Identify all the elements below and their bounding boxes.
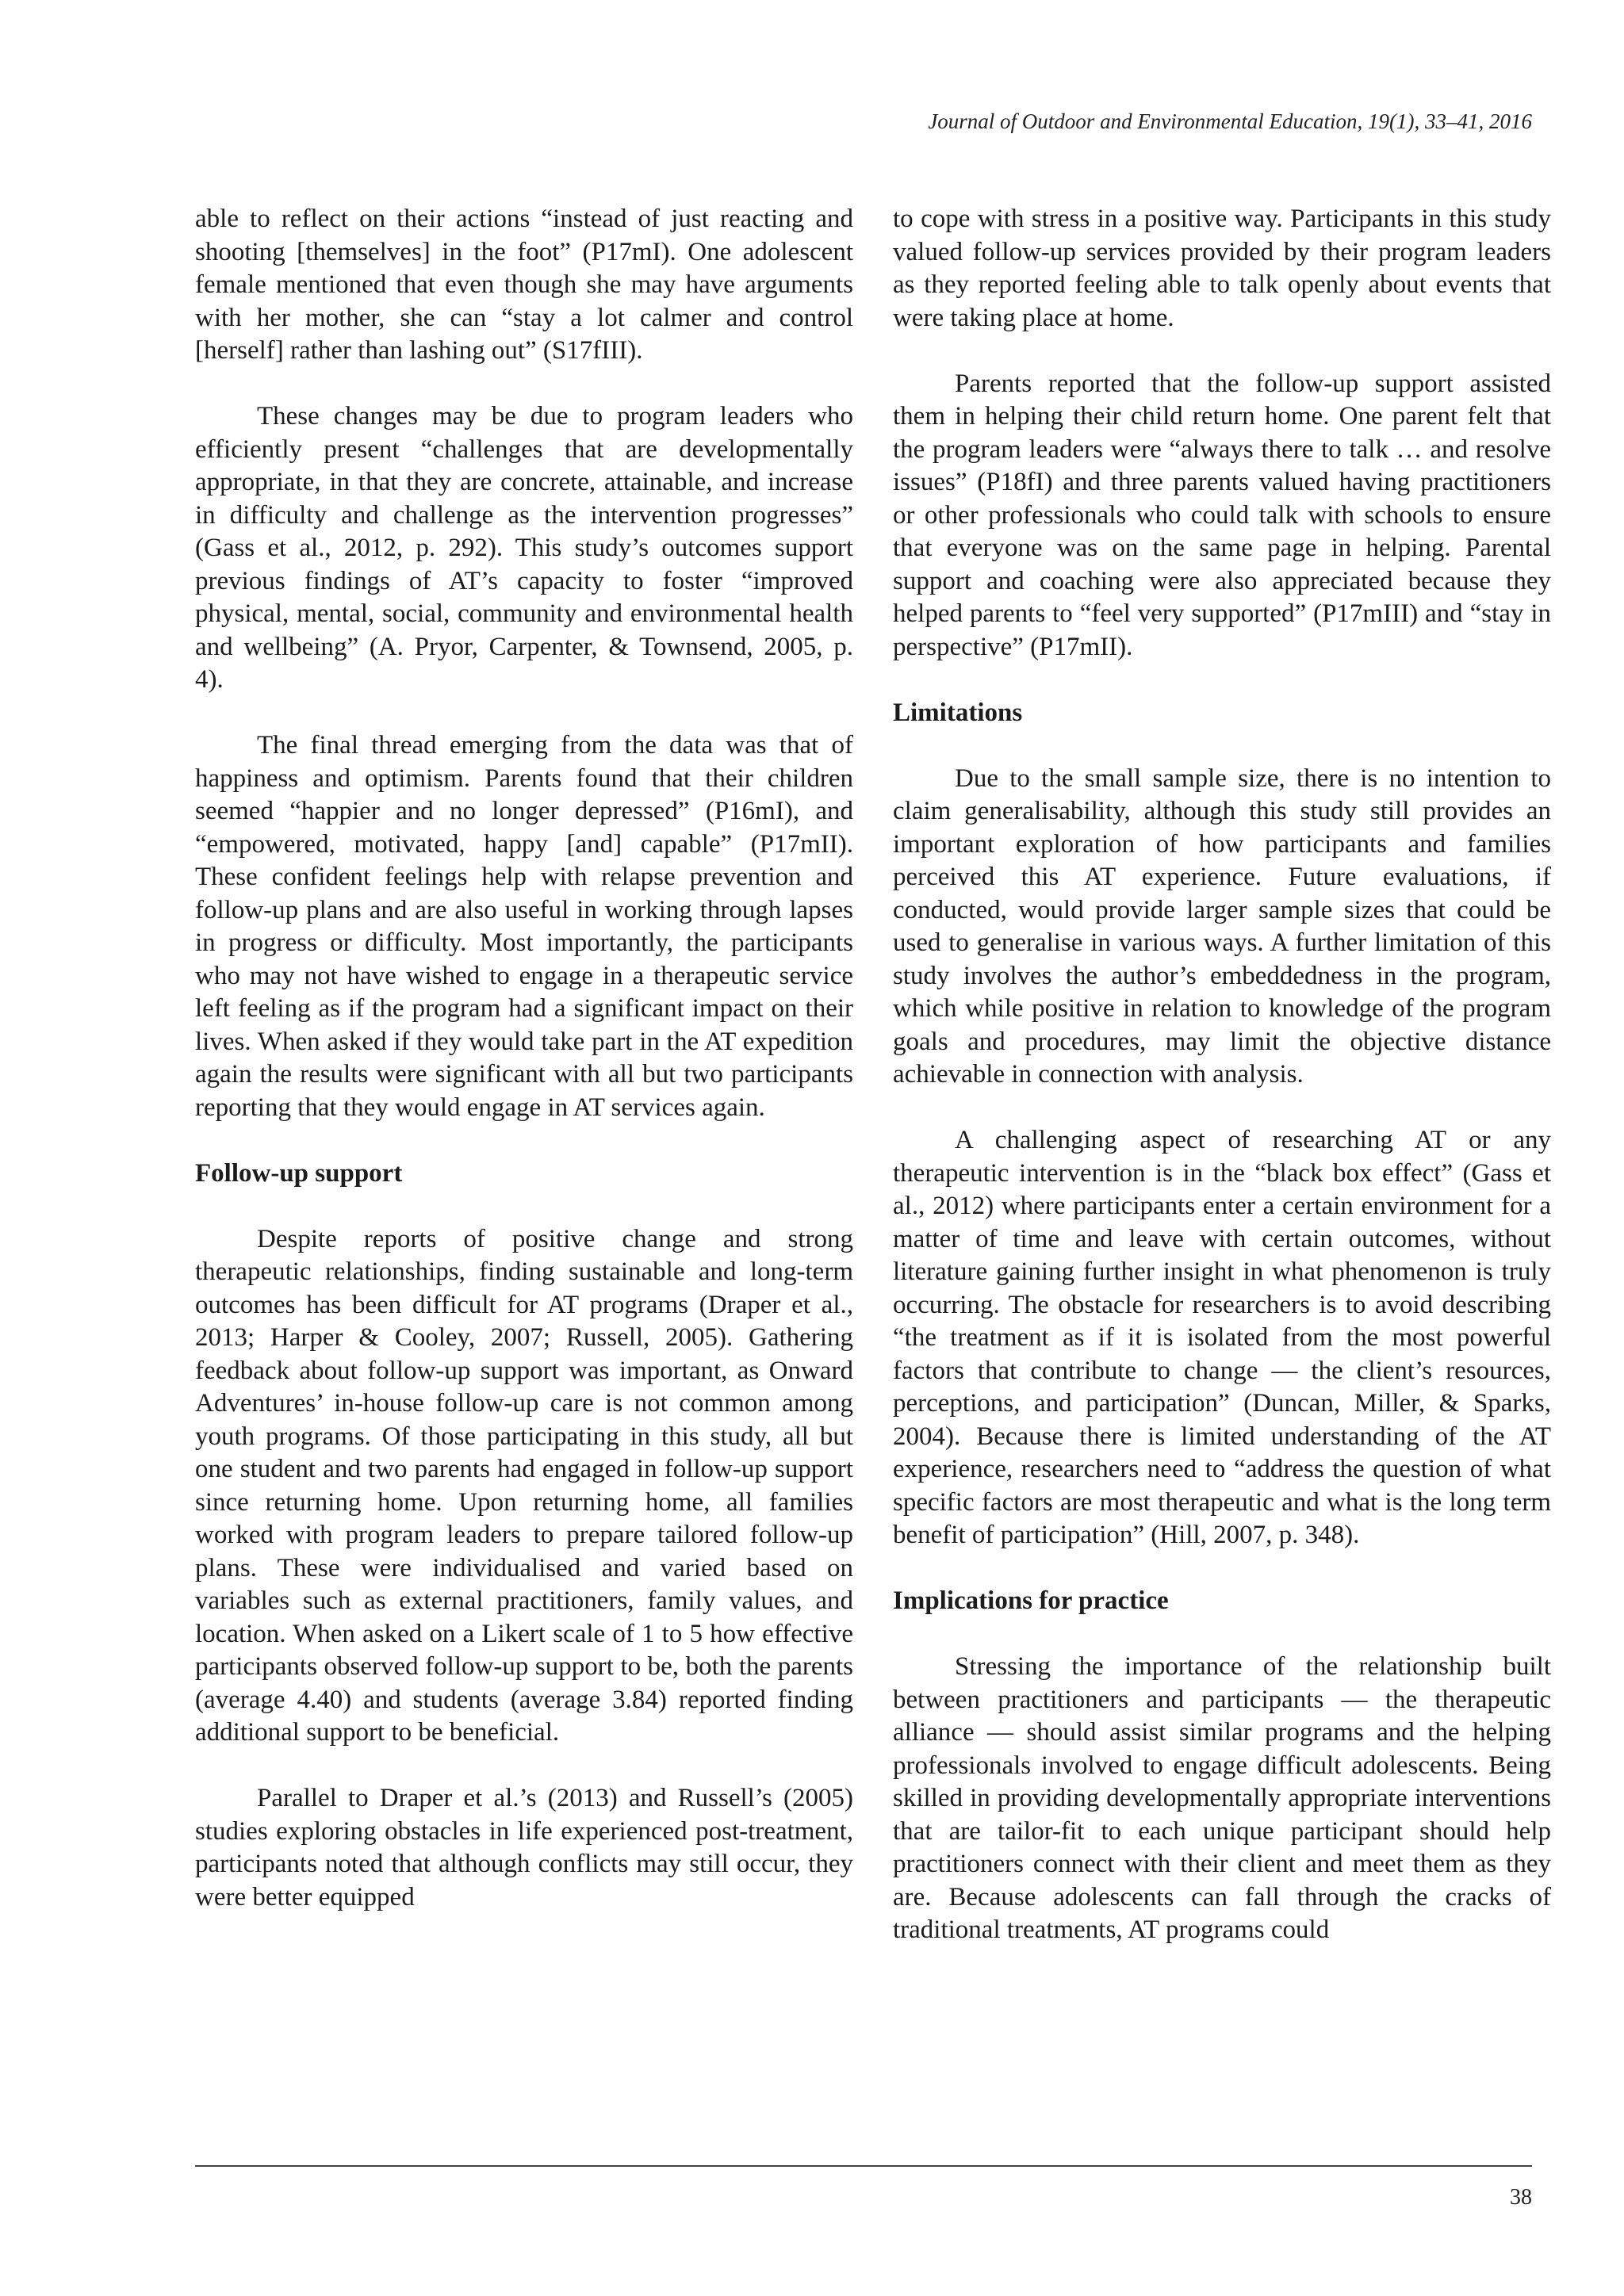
paragraph: These changes may be due to program leaders who efficiently present “challenges that are developmentally appropriate, in that they are concrete, attainable, and increase in difficulty and challenge as the intervention progresses” (Gass et al., 2012, p. 292). This study’s outcomes support previous findings of AT’s capacity to foster “improved physical, mental, social, community and environmental health and wellbeing” (A. Pryor, Carpenter, & Townsend, 2005, p. 4). xyxy=(195,402,853,694)
section-heading-follow-up-support: Follow-up support xyxy=(195,1158,403,1188)
paragraph: A challenging aspect of researching AT or any therapeutic intervention is in the “black box effect” (Gass et al., 2012) where participants enter a certain environment for a matter of time and leave with certain outcomes, without literature gaining further insight in what phenomenon is truly occurring. The obstacle for researchers is to avoid describing “the treatment as if it is isolated from the most powerful factors that contribute to change — the client’s resources, perceptions, and participation” (Duncan, Miller, & Sparks, 2004). Because there is limited understanding of the AT experience, researchers need to “address the question of what specific factors are most therapeutic and what is the long term benefit of participation” (Hill, 2007, p. 348). xyxy=(893,1126,1551,1549)
paragraph: Stressing the importance of the relationship built between practitioners and participants — the therapeutic alliance — should assist similar programs and the helping professionals involved to engage difficult adolescents. Being skilled in providing developmentally appropriate interventions that are tailor-fit to each unique participant should help practitioners connect with their client and meet them as they are. Because adolescents can fall through the cracks of traditional treatments, AT programs could xyxy=(893,1652,1551,1944)
footer-divider xyxy=(195,2165,1532,2167)
paragraph: Due to the small sample size, there is no intention to claim generalisability, although this study still provides an important exploration of how participants and families perceived this AT experience. Future evaluations, if conducted, would provide larger sample sizes that could be used to generalise in various ways. A further limitation of this study involves the author’s embeddedness in the program, which while positive in relation to knowledge of the program goals and procedures, may limit the objective distance achievable in connection with analysis. xyxy=(893,763,1551,1089)
paragraph: Parallel to Draper et al.’s (2013) and Russell’s (2005) studies exploring obstacles in life experienced post-treatment, participants noted that although conflicts may still occur, they were better equipped xyxy=(195,1784,853,1911)
section-heading-implications: Implications for practice xyxy=(893,1586,1169,1615)
paragraph: to cope with stress in a positive way. Participants in this study valued follow-up services provided by their program leaders as they reported feeling able to talk openly about events that were taking place at home. xyxy=(893,205,1551,332)
paragraph: The final thread emerging from the data was that of happiness and optimism. Parents found that their children seemed “happier and no longer depressed” (P16mI), and “empowered, motivated, happy [and] capable” (P17mII). These confident feelings help with relapse prevention and follow-up plans and are also useful in working through lapses in progress or difficulty. Most importantly, the participants who may not have wished to engage in a therapeutic service left feeling as if the program had a significant impact on their lives. When asked if they would take part in the AT expedition again the results were significant with all but two participants reporting that they would engage in AT services again. xyxy=(195,731,853,1122)
running-header: Journal of Outdoor and Environmental Education, 19(1), 33–41, 2016 xyxy=(928,109,1532,133)
paragraph: Parents reported that the follow-up support assisted them in helping their child return home. One parent felt that the program leaders were “always there to talk … and resolve issues” (P18fI) and three parents valued having practitioners or other professionals who could talk with schools to ensure that everyone was on the same page in helping. Parental support and coaching were also appreciated because they helped parents to “feel very supported” (P17mIII) and “stay in perspective” (P17mII). xyxy=(893,369,1551,661)
section-heading-limitations: Limitations xyxy=(893,698,1023,727)
left-column xyxy=(195,203,853,1947)
right-column xyxy=(893,203,1551,1980)
page-number: 38 xyxy=(1510,2185,1532,2210)
paragraph: Despite reports of positive change and strong therapeutic relationships, finding sustainable and long-term outcomes has been difficult for AT programs (Draper et al., 2013; Harper & Cooley, 2007; Russell, 2005). Gathering feedback about follow-up support was important, as Onward Adventures’ in-house follow-up care is not common among youth programs. Of those participating in this study, all but one student and two parents had engaged in follow-up support since returning home. Upon returning home, all families worked with program leaders to prepare tailored follow-up plans. These were individualised and varied based on variables such as external practitioners, family values, and location. When asked on a Likert scale of 1 to 5 how effective participants observed follow-up support to be, both the parents (average 4.40) and students (average 3.84) reported finding additional support to be beneficial. xyxy=(195,1224,853,1747)
paragraph: able to reflect on their actions “instead of just reacting and shooting [themselves] in the foot” (P17mI). One adolescent female mentioned that even though she may have arguments with her mother, she can “stay a lot calmer and control [herself] rather than lashing out” (S17fIII). xyxy=(195,205,853,365)
